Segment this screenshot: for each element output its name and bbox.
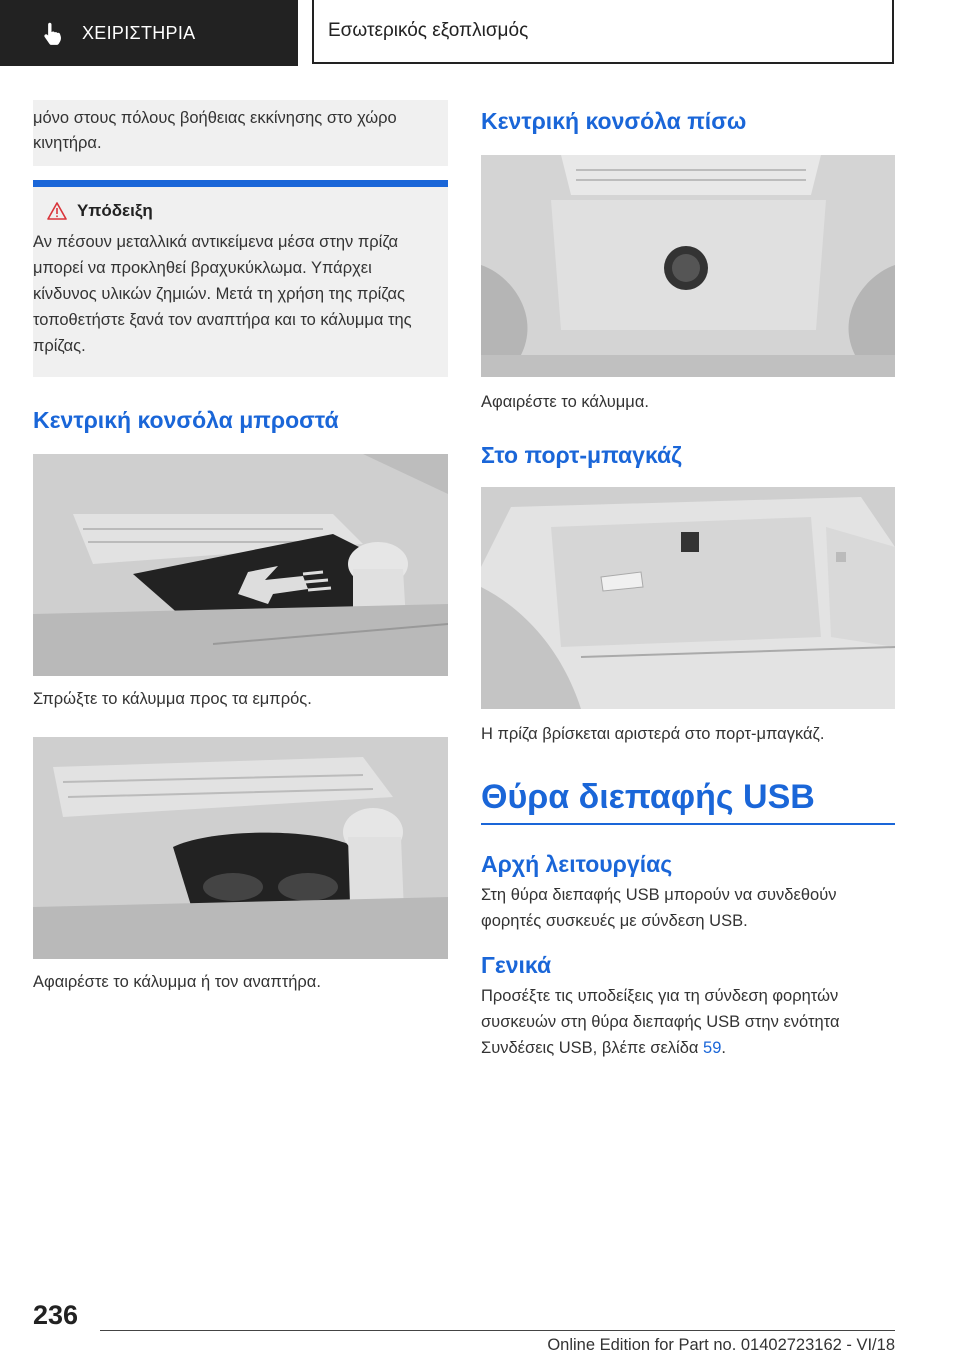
continued-note <box>33 100 448 166</box>
page-header <box>0 0 960 66</box>
trunk-photo <box>481 487 895 709</box>
general-heading: Γενικά <box>481 952 552 978</box>
warning-title-text: Υπόδειξη <box>77 201 153 220</box>
principle-heading: Αρχή λειτουργίας <box>481 851 673 877</box>
warning-text: Αν πέσουν μεταλλικά αντικείμενα μέσα στην πρίζα μπορεί να προκληθεί βραχυκύκλωμα. Υπάρχει κίνδυνος υλικών ζημιών. Μετά τη χρήση της πρίζας τοποθετήστε ξανά τον αναπτήρα και το κάλυμμα της πρίζας. <box>33 233 412 355</box>
right-column <box>481 100 895 1061</box>
left-column <box>33 100 448 992</box>
warning-triangle-icon <box>47 202 67 220</box>
continued-note-text: μόνο στους πόλους βοήθειας εκκίνησης στο χώρο κινητήρα. <box>33 109 397 152</box>
trunk-heading: Στο πορτ-μπαγκάζ <box>481 442 682 468</box>
front-console-heading: Κεντρική κονσόλα μπροστά <box>33 407 339 433</box>
front-console-photo-2 <box>33 737 448 959</box>
hand-pointer-icon <box>40 20 66 46</box>
general-text <box>481 983 895 1061</box>
front-caption-2: Αφαιρέστε το κάλυμμα ή τον αναπτήρα. <box>33 973 321 991</box>
edition-text: Online Edition for Part no. 01402723162 - VI/18 <box>547 1336 895 1354</box>
page-number: 236 <box>33 1300 79 1330</box>
manual-section-tab[interactable] <box>0 0 298 66</box>
warning-title <box>33 201 448 221</box>
general-text-end: . <box>721 1039 726 1057</box>
chapter-tab[interactable] <box>312 0 894 64</box>
manual-tab-label: ΧΕΙΡΙΣΤΗΡΙΑ <box>82 22 196 43</box>
warning-box <box>33 180 448 377</box>
principle-text: Στη θύρα διεπαφής USB μπορούν να συνδεθούν φορητές συσκευές με σύνδεση USB. <box>481 886 837 930</box>
page-link[interactable]: 59 <box>703 1039 722 1057</box>
general-text-body: Προσέξτε τις υποδείξεις για τη σύνδεση φορητών συσκευών στη θύρα διεπαφής USB στην ενότητα Συνδέσεις USB, βλέπε σελίδα <box>481 987 840 1057</box>
front-caption-1: Σπρώξτε το κάλυμμα προς τα εμπρός. <box>33 690 312 708</box>
rear-caption: Αφαιρέστε το κάλυμμα. <box>481 393 649 411</box>
rear-console-photo <box>481 155 895 377</box>
chapter-tab-label: Εσωτερικός εξοπλισμός <box>328 20 529 41</box>
trunk-caption: Η πρίζα βρίσκεται αριστερά στο πορτ-μπαγκάζ. <box>481 725 825 743</box>
front-console-photo <box>33 454 448 676</box>
footer-divider <box>100 1330 895 1331</box>
usb-section-title: Θύρα διεπαφής USB <box>481 778 895 825</box>
rear-console-heading: Κεντρική κονσόλα πίσω <box>481 108 747 134</box>
